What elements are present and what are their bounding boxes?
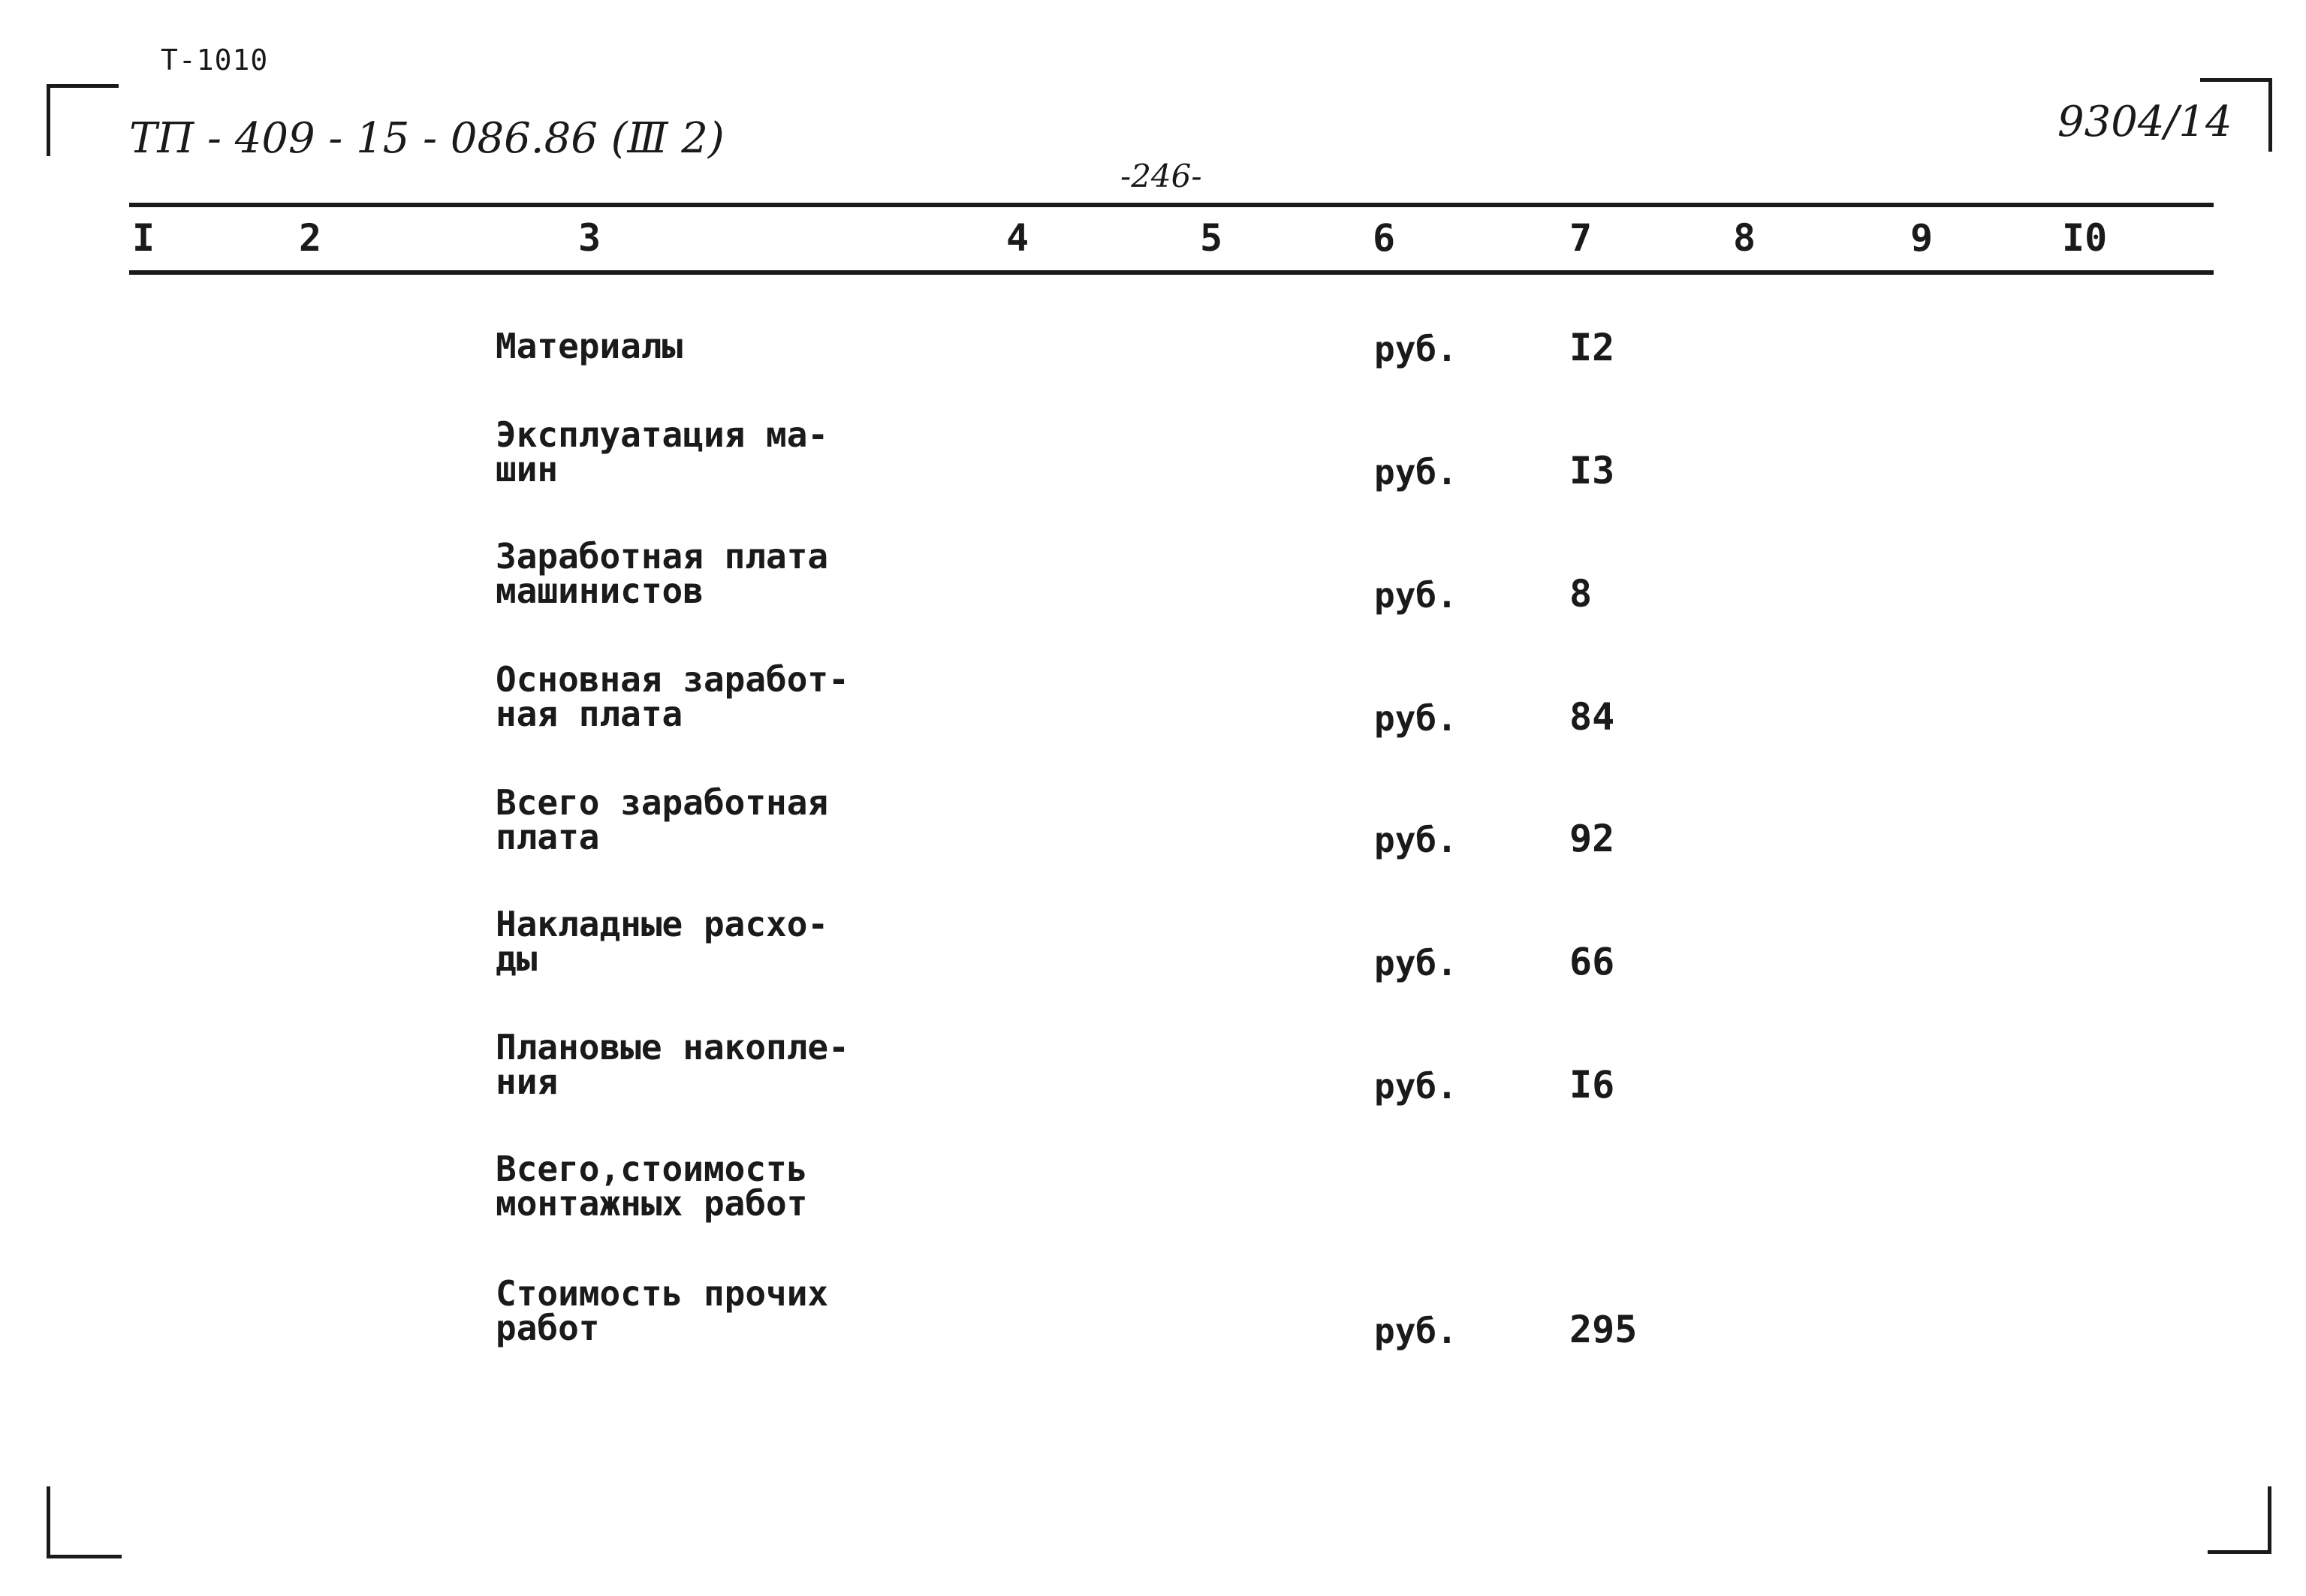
row-value-overhead: 66	[1569, 940, 1615, 983]
column-header-2: 2	[299, 216, 322, 260]
column-header-6: 6	[1373, 216, 1396, 260]
row-label-total-wages: Всего заработная плата	[496, 782, 829, 857]
row-label-base-wages: Основная заработ- ная плата	[496, 659, 849, 734]
row-unit-planned-savings: руб.	[1374, 1066, 1457, 1107]
column-header-1: I	[132, 216, 155, 260]
row-value-materials: I2	[1569, 326, 1615, 369]
row-label-overhead: Накладные расхо- ды	[496, 904, 829, 979]
row-label-machine-operation: Эксплуатация ма- шин	[496, 414, 829, 489]
crop-mark-top-left-vertical	[47, 84, 50, 156]
row-value-operator-wages: 8	[1569, 572, 1593, 616]
crop-mark-bottom-left	[47, 1486, 50, 1558]
row-label-installation-total: Всего,стоимость монтажных работ	[496, 1149, 808, 1224]
row-unit-base-wages: руб.	[1374, 698, 1457, 739]
row-unit-machine-operation: руб.	[1374, 452, 1457, 492]
column-header-7: 7	[1569, 216, 1593, 260]
crop-mark-top-right-vertical	[2268, 78, 2272, 152]
document-code: Т-1010	[161, 44, 269, 77]
row-unit-total-wages: руб.	[1374, 820, 1457, 860]
row-unit-operator-wages: руб.	[1374, 575, 1457, 616]
crop-mark-bottom-right	[2268, 1486, 2271, 1554]
row-value-machine-operation: I3	[1569, 449, 1615, 492]
column-header-10: I0	[2062, 216, 2108, 260]
sheet-identifier: 9304/14	[2057, 98, 2232, 146]
row-unit-overhead: руб.	[1374, 943, 1457, 983]
table-top-rule	[129, 203, 2214, 207]
row-unit-other-works: руб.	[1374, 1311, 1457, 1351]
column-header-3: 3	[578, 216, 601, 260]
page-number: -246-	[1120, 158, 1202, 194]
row-value-planned-savings: I6	[1569, 1063, 1615, 1107]
project-series: ТП - 409 - 15 - 086.86 (Ⅲ 2)	[129, 114, 725, 163]
row-label-other-works: Стоимость прочих работ	[496, 1273, 829, 1348]
column-header-5: 5	[1200, 216, 1223, 260]
row-value-total-wages: 92	[1569, 817, 1615, 860]
table-header-rule	[129, 270, 2214, 275]
crop-mark-top-right	[2200, 78, 2272, 82]
column-header-8: 8	[1733, 216, 1756, 260]
row-value-other-works: 295	[1569, 1308, 1638, 1351]
crop-mark-bottom-right-horizontal	[2208, 1550, 2271, 1554]
column-header-4: 4	[1006, 216, 1029, 260]
crop-mark-top-left	[47, 84, 119, 88]
row-value-base-wages: 84	[1569, 695, 1615, 739]
row-label-materials: Материалы	[496, 326, 683, 366]
row-label-planned-savings: Плановые накопле- ния	[496, 1027, 849, 1102]
crop-mark-bottom-left-horizontal	[47, 1555, 122, 1558]
row-label-operator-wages: Заработная плата машинистов	[496, 536, 829, 611]
column-header-9: 9	[1910, 216, 1934, 260]
row-unit-materials: руб.	[1374, 329, 1457, 369]
